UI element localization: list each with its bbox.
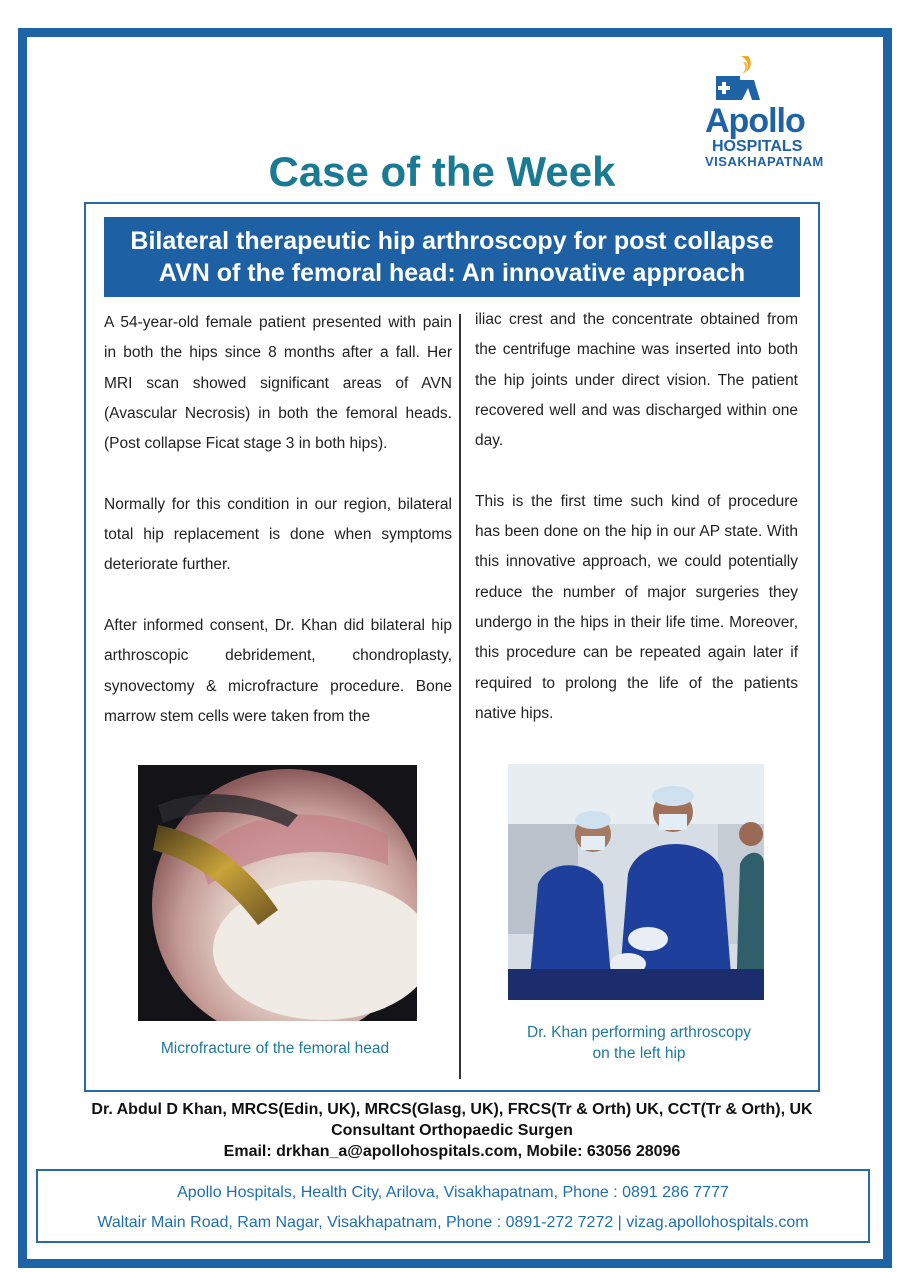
author-role: Consultant Orthopaedic Surgen <box>331 1122 573 1139</box>
headline-line-2: AVN of the femoral head: An innovative approach <box>158 259 746 287</box>
brand-line-city: VISAKHAPATNAM <box>705 154 824 169</box>
page-title: Case of the Week <box>268 148 616 195</box>
left-paragraph-3: After informed consent, Dr. Khan did bilateral hip arthroscopic debridement, chondroplasty, synovectomy & microfracture procedure. Bone marrow stem cells were taken from the <box>104 616 452 725</box>
caption-right <box>490 1022 788 1064</box>
headline-banner <box>104 217 800 297</box>
brand-name: Apollo <box>705 102 805 140</box>
author-block <box>30 1099 874 1162</box>
footer-address-1: Apollo Hospitals, Health City, Arilova, Visakhapatnam, Phone : 0891 286 7777 <box>177 1184 729 1201</box>
left-paragraph-1: A 54-year-old female patient presented with pain in both the hips since 8 months after a fall. Her MRI scan showed significant areas of AVN (Avascular Necrosis) in both the femoral heads. (Post collapse Ficat stage 3 in both hips). <box>104 314 452 453</box>
footer-address-2: Waltair Main Road, Ram Nagar, Visakhapatnam, Phone : 0891-272 7272 | vizag.apollohospitals.com <box>97 1214 809 1231</box>
left-column <box>104 308 452 762</box>
right-column <box>475 305 798 759</box>
caption-left: Microfracture of the femoral head <box>160 1040 390 1057</box>
right-paragraph-1: iliac crest and the concentrate obtained from the centrifuge machine was inserted into both the hip joints under direct vision. The patient recovered well and was discharged within one day. <box>475 311 798 450</box>
author-contact: Email: drkhan_a@apollohospitals.com, Mobile: 63056 28096 <box>223 1143 681 1160</box>
left-paragraph-2: Normally for this condition in our region, bilateral total hip replacement is done when symptoms deteriorate further. <box>104 495 452 574</box>
column-divider <box>459 314 461 1079</box>
caption-right-line-2: on the left hip <box>592 1045 686 1062</box>
caption-right-line-1: Dr. Khan performing arthroscopy <box>527 1024 751 1041</box>
surgery-photo <box>508 764 764 1000</box>
arthroscopy-image <box>138 765 417 1021</box>
right-paragraph-2: This is the first time such kind of procedure has been done on the hip in our AP state. With this innovative approach, we could potentially reduce the number of major surgeries they undergo in the hips in their life time. Moreover, this procedure can be repeated again later if required to prolong the life of the patients native hips. <box>475 492 798 722</box>
author-credentials: Dr. Abdul D Khan, MRCS(Edin, UK), MRCS(Glasg, UK), FRCS(Tr & Orth) UK, CCT(Tr & Orth), UK <box>91 1101 813 1118</box>
brand-line-hospitals: HOSPITALS <box>712 138 803 155</box>
headline-line-1: Bilateral therapeutic hip arthroscopy for post collapse <box>130 227 774 255</box>
